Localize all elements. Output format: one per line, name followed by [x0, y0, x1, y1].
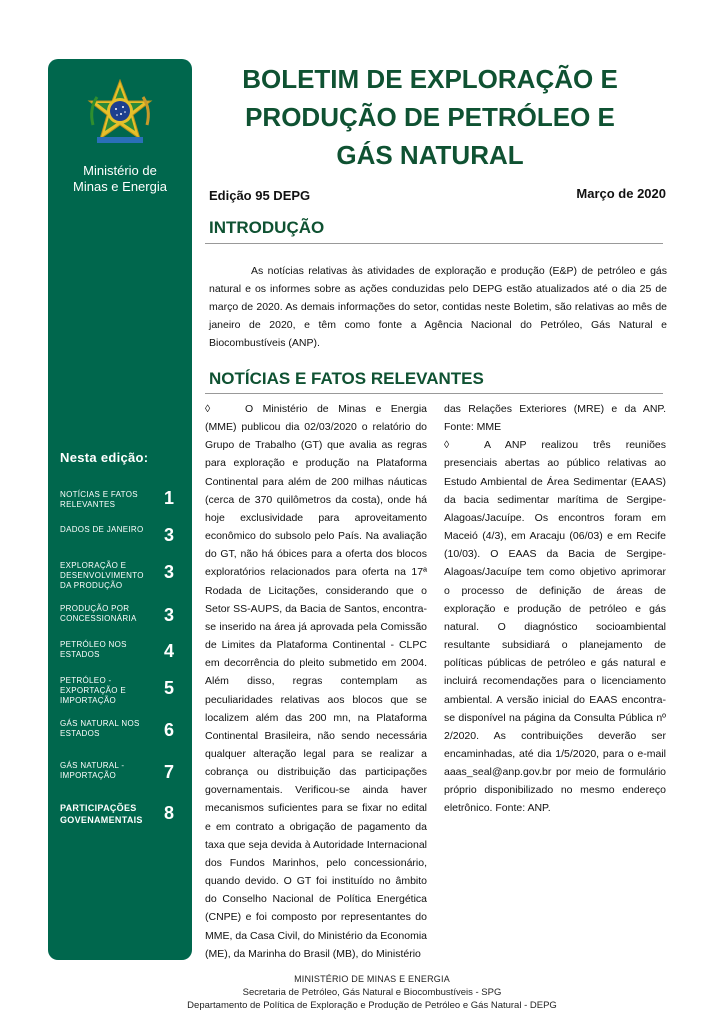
news-heading: NOTÍCIAS E FATOS RELEVANTES: [209, 369, 484, 388]
diamond-bullet-icon: ◊: [205, 403, 211, 415]
toc-page: 3: [164, 525, 175, 545]
edition-label: Edição 95 DEPG: [209, 188, 311, 203]
toc-label: DADOS DE JANEIRO: [60, 525, 144, 534]
toc-label: PARTICIPAÇÕES GOVENAMENTAIS: [60, 803, 143, 825]
nesta-edicao-heading: Nesta edição:: [60, 450, 149, 465]
toc-page: 3: [164, 562, 175, 582]
news-column-right: [444, 400, 666, 818]
section-divider: [205, 243, 663, 244]
toc-page: 8: [164, 803, 175, 823]
toc-page: 3: [164, 605, 175, 625]
footer-secretariat: Secretaria de Petróleo, Gás Natural e Biocombustíveis - SPG: [242, 987, 502, 998]
toc-page: 6: [164, 720, 175, 740]
toc-label: GÁS NATURAL NOS ESTADOS: [60, 719, 140, 738]
section-divider: [205, 393, 663, 394]
toc-page: 7: [164, 762, 175, 782]
sidebar: [48, 59, 192, 960]
issue-date: Março de 2020: [576, 186, 666, 201]
diamond-bullet-icon: ◊: [444, 439, 450, 452]
toc-label: GÁS NATURAL - IMPORTAÇÃO: [60, 761, 125, 780]
toc-page: 1: [164, 488, 175, 508]
ministry-name: Ministério de Minas e Energia: [73, 163, 167, 194]
brazil-coat-of-arms-emblem: [85, 79, 155, 149]
toc-label: PRODUÇÃO POR CONCESSIONÁRIA: [60, 604, 137, 623]
toc-label: NOTÍCIAS E FATOS RELEVANTES: [60, 490, 138, 509]
footer-ministry: MINISTÉRIO DE MINAS E ENERGIA: [294, 974, 450, 984]
news-item-1: ◊ O Ministério de Minas e Energia (MME) publicou dia 02/03/2020 o relatório do Grupo de Trabalho (GT) que avalia as regras para exploração e produção na Plataforma Continental para além de 200 milhas náuticas (cerca de 370 quilômetros da costa), onde há hoje exclusividade para aproveitamento econômico do subsolo pelo País. Na avaliação do GT, não há óbices para a oferta dos blocos exploratórios relacionados para oferta na 17ª Rodada de Licitações, considerando que o Setor SS-AUPS, da Bacia de Santos, encontra-se inserido na área já aprovada pela Comissão de Limites da Plataforma Continental - CLPC em decorrência do pleito submetido em 2004. Além disso, regras contemplam as peculiaridades relativas aos blocos que se localizem além das 200 mn, na Plataforma Continental Brasileira, não sendo necessária qualquer alteração legal para se realizar a cobrança ou distribuição das participações governamentais. Verificou-se ainda haver mecanismos suficientes para se fixar no edital e em contrato a obrigação de pagamento da taxa que seja devida à Autoridade Internacional dos Fundos Marinhos, pelo concessionário, quando devido. O GT foi instituído no âmbito do Conselho Nacional de Política Energética (CNPE) e foi composto por representantes do MME, da Casa Civil, do Ministério da Economia (ME), da Marinha do Brasil (MB), do Ministério: [205, 400, 427, 963]
toc-label: EXPLORAÇÃO E DESENVOLVIMENTO DA PRODUÇÃO: [60, 561, 144, 590]
news-item-1-continued: das Relações Exteriores (MRE) e da ANP. Fonte: MME: [444, 403, 666, 434]
news-item-2: ◊ A ANP realizou três reuniões presenciais abertas ao público relativas ao Estudo Ambiental de Área Sedimentar (EAAS) da bacia sedimentar marítima de Sergipe-Alagoas/Jacuípe. Os encontros foram em Maceió (4/3), em Aracaju (06/03) e em Recife (10/03). O EAAS da Bacia de Sergipe-Alagoas/Jacuípe tem como objetivo aprimorar o processo de definição de áreas de exploração e produção de petróleo e gás natural. O diagnóstico socioambiental resultante subsidiará o planejamento de políticas públicas de petróleo e gás natural e incluirá recomendações para o licenciamento ambiental. A versão inicial do EAAS encontra-se disponível na página da Consulta Pública nº 2/2020. As contribuições deverão ser encaminhadas, até dia 1/5/2020, para o e-mail aaas_seal@anp.gov.br por meio de formulário próprio disponibilizado no mesmo endereço eletrônico. Fonte: ANP.: [444, 436, 666, 817]
footer-department: Departamento de Política de Exploração e Produção de Petróleo e Gás Natural - DEPG: [187, 1000, 557, 1011]
news-column-left: [205, 400, 427, 963]
toc-label: PETRÓLEO - EXPORTAÇÃO E IMPORTAÇÃO: [60, 676, 126, 705]
toc-label: PETRÓLEO NOS ESTADOS: [60, 640, 127, 659]
bulletin-title: BOLETIM DE EXPLORAÇÃO E PRODUÇÃO DE PETRÓLEO E GÁS NATURAL: [242, 64, 618, 170]
intro-paragraph: As notícias relativas às atividades de exploração e produção (E&P) de petróleo e gás natural e os informes sobre as ações conduzidas pelo DEPG estão atualizados até o dia 25 de março de 2020. As demais informações do setor, contidas neste Boletim, são relativas ao mês de janeiro de 2020, e têm como fonte a Agência Nacional do Petróleo, Gás Natural e Biocombustíveis (ANP).: [209, 265, 667, 349]
toc-page: 5: [164, 678, 175, 698]
toc-page: 4: [164, 641, 175, 661]
intro-heading: INTRODUÇÃO: [209, 218, 325, 237]
